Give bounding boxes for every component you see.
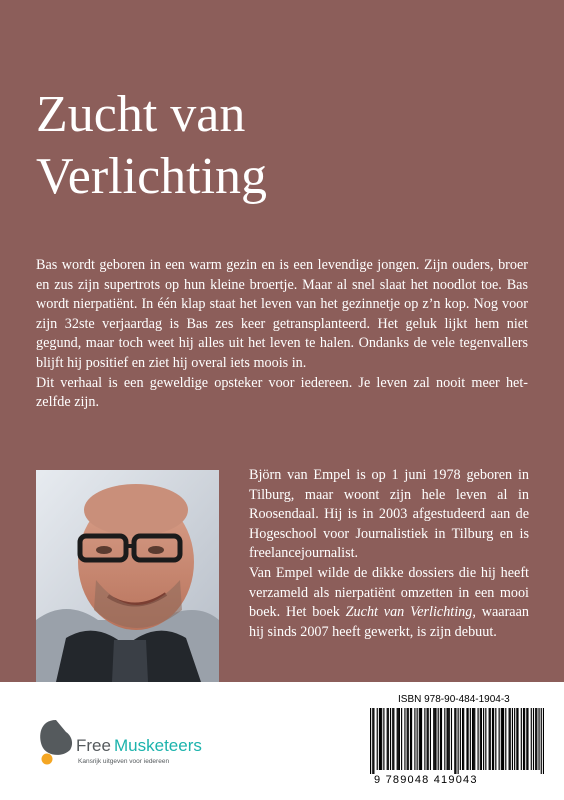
barcode-bar — [393, 708, 394, 770]
barcode-bar — [524, 708, 525, 770]
barcode-bar — [410, 708, 411, 770]
book-title — [36, 84, 267, 208]
bio-text-end: , waaraan hij sinds 2007 heeft gewerkt, is zijn debuut. — [249, 604, 529, 640]
barcode-bar — [480, 708, 481, 770]
barcode-bar — [485, 708, 486, 770]
bio-paragraph-1: Björn van Empel is op 1 juni 1978 geboren in Tilburg, maar woont zijn hele leven al in Roosendaal. Hij is in 2003 afgestudeerd aan de Hogeschool voor Journalistiek in Tilburg en is freelancejournalist. — [249, 467, 529, 562]
barcode-bar — [381, 708, 382, 770]
barcode-bar — [492, 708, 493, 770]
barcode-bar — [419, 708, 420, 770]
barcode-bar — [387, 708, 388, 770]
barcode-bar — [474, 708, 475, 770]
barcode-bar — [502, 708, 503, 770]
barcode-bar — [388, 708, 389, 770]
barcode-bar — [435, 708, 436, 770]
blurb-paragraph-1: Bas wordt geboren in een warm gezin en is een levendige jongen. Zijn ouders, broer en zus zijn supertrots op hun kleine broertje. Maar al snel slaat het noodlot toe. Bas wordt nierpatiënt. In één klap staat het leven van het gezinnetje op z’n kop. Nog voor zijn 32ste verjaardag is Bas zes keer getransplanteerd. Het geluk lijkt hem niet gegund, maar toch weet hij alles uit het leven te halen. Ondanks de vele tegenvallers blijft hij positief en ziet hij overal iets moois in. — [36, 257, 528, 371]
isbn-barcode — [370, 694, 544, 792]
barcode-bar — [541, 708, 542, 774]
barcode-bar — [427, 708, 428, 770]
barcode-bar — [370, 708, 371, 774]
barcode-bar — [473, 708, 474, 770]
barcode-bar — [466, 708, 467, 770]
barcode-bar — [455, 708, 456, 774]
barcode-bar — [523, 708, 524, 770]
barcode-bar — [377, 708, 378, 770]
barcode-bar — [543, 708, 544, 774]
barcode-bar — [446, 708, 447, 770]
barcode-bar — [454, 708, 455, 774]
barcode-bar — [414, 708, 415, 770]
book-blurb — [36, 256, 528, 413]
barcode-bar — [421, 708, 422, 770]
barcode-bar — [468, 708, 469, 770]
barcode-bar — [438, 708, 439, 770]
author-bio — [249, 466, 529, 642]
barcode-bar — [493, 708, 494, 770]
bio-paragraph-2 — [249, 564, 529, 642]
barcode-bar — [417, 708, 418, 770]
barcode-bar — [527, 708, 528, 770]
barcode-bar — [399, 708, 400, 770]
barcode-bar — [499, 708, 500, 770]
barcode-bar — [430, 708, 431, 770]
isbn-label: ISBN 978-90-484-1904-3 — [398, 694, 510, 705]
barcode-bar — [392, 708, 393, 770]
publisher-logo — [36, 714, 256, 774]
publisher-tagline: Kansrijk uitgeven voor iedereen — [78, 758, 170, 765]
title-line-1: Zucht van — [36, 86, 246, 143]
barcode-bar — [535, 708, 536, 770]
barcode-bar — [521, 708, 522, 770]
barcode-bar — [510, 708, 511, 770]
barcode-bar — [514, 708, 515, 770]
barcode-bar — [490, 708, 491, 770]
publisher-name-free: Free — [76, 736, 111, 755]
barcode-bar — [463, 708, 464, 770]
barcode-bar — [433, 708, 434, 770]
barcode-bar — [383, 708, 384, 770]
barcode-bar — [501, 708, 502, 770]
barcode-bar — [470, 708, 471, 770]
barcode-bar — [509, 708, 510, 770]
barcode-bar — [449, 708, 450, 770]
barcode-bar — [379, 708, 380, 770]
barcode-bar — [533, 708, 534, 770]
barcode-bar — [458, 708, 459, 774]
barcode-bar — [407, 708, 408, 770]
barcode-bar — [434, 708, 435, 770]
barcode-bar — [380, 708, 381, 770]
barcode-bar — [526, 708, 527, 770]
barcode-bar — [481, 708, 482, 770]
barcode-bar — [401, 708, 402, 770]
barcode-bar — [472, 708, 473, 770]
bio-book-title: Zucht van Verlichting — [345, 604, 473, 621]
barcode-bar — [428, 708, 429, 770]
barcode-bar — [460, 708, 461, 770]
barcode-bar — [440, 708, 441, 770]
barcode-bar — [424, 708, 425, 770]
barcode-bar — [517, 708, 518, 770]
barcode-bar — [489, 708, 490, 770]
barcode-bar — [483, 708, 484, 770]
barcode-bar — [372, 708, 373, 774]
barcode-bar — [398, 708, 399, 770]
barcode-bar — [503, 708, 504, 770]
barcode-bar — [462, 708, 463, 770]
publisher-name-musketeers: Musketeers — [114, 736, 202, 755]
barcode-bar — [397, 708, 398, 770]
author-portrait-icon — [36, 470, 219, 682]
barcode-bar — [451, 708, 452, 770]
speech-bubble-logo-icon — [36, 714, 76, 774]
barcode-bar — [444, 708, 445, 770]
bio-text-start: Van Empel wilde de dikke dossiers die hij heeft verzameld als nierpatiënt omzetten in een mooi boek. Het boek — [249, 564, 529, 621]
barcode-bar — [390, 708, 391, 770]
barcode-bar — [373, 708, 374, 774]
barcode-bar — [505, 708, 506, 770]
title-line-2: Verlichting — [36, 148, 268, 205]
barcode-bar — [408, 708, 409, 770]
barcode-icon — [370, 708, 544, 774]
barcode-bar — [536, 708, 537, 770]
author-photo — [36, 470, 219, 682]
barcode-bar — [404, 708, 405, 770]
barcode-bar — [420, 708, 421, 770]
barcode-bar — [538, 708, 539, 770]
barcode-digits: 9 789048 419043 — [374, 774, 478, 786]
barcode-bar — [512, 708, 513, 770]
barcode-bar — [531, 708, 532, 770]
barcode-bar — [448, 708, 449, 770]
barcode-bar — [478, 708, 479, 770]
barcode-bar — [441, 708, 442, 770]
barcode-bar — [495, 708, 496, 770]
blurb-paragraph-2: Dit verhaal is een geweldige opsteker voor iedereen. Je leven zal nooit meer het-zelfde zijn. — [36, 374, 528, 411]
barcode-bar — [411, 708, 412, 770]
barcode-bar — [516, 708, 517, 770]
